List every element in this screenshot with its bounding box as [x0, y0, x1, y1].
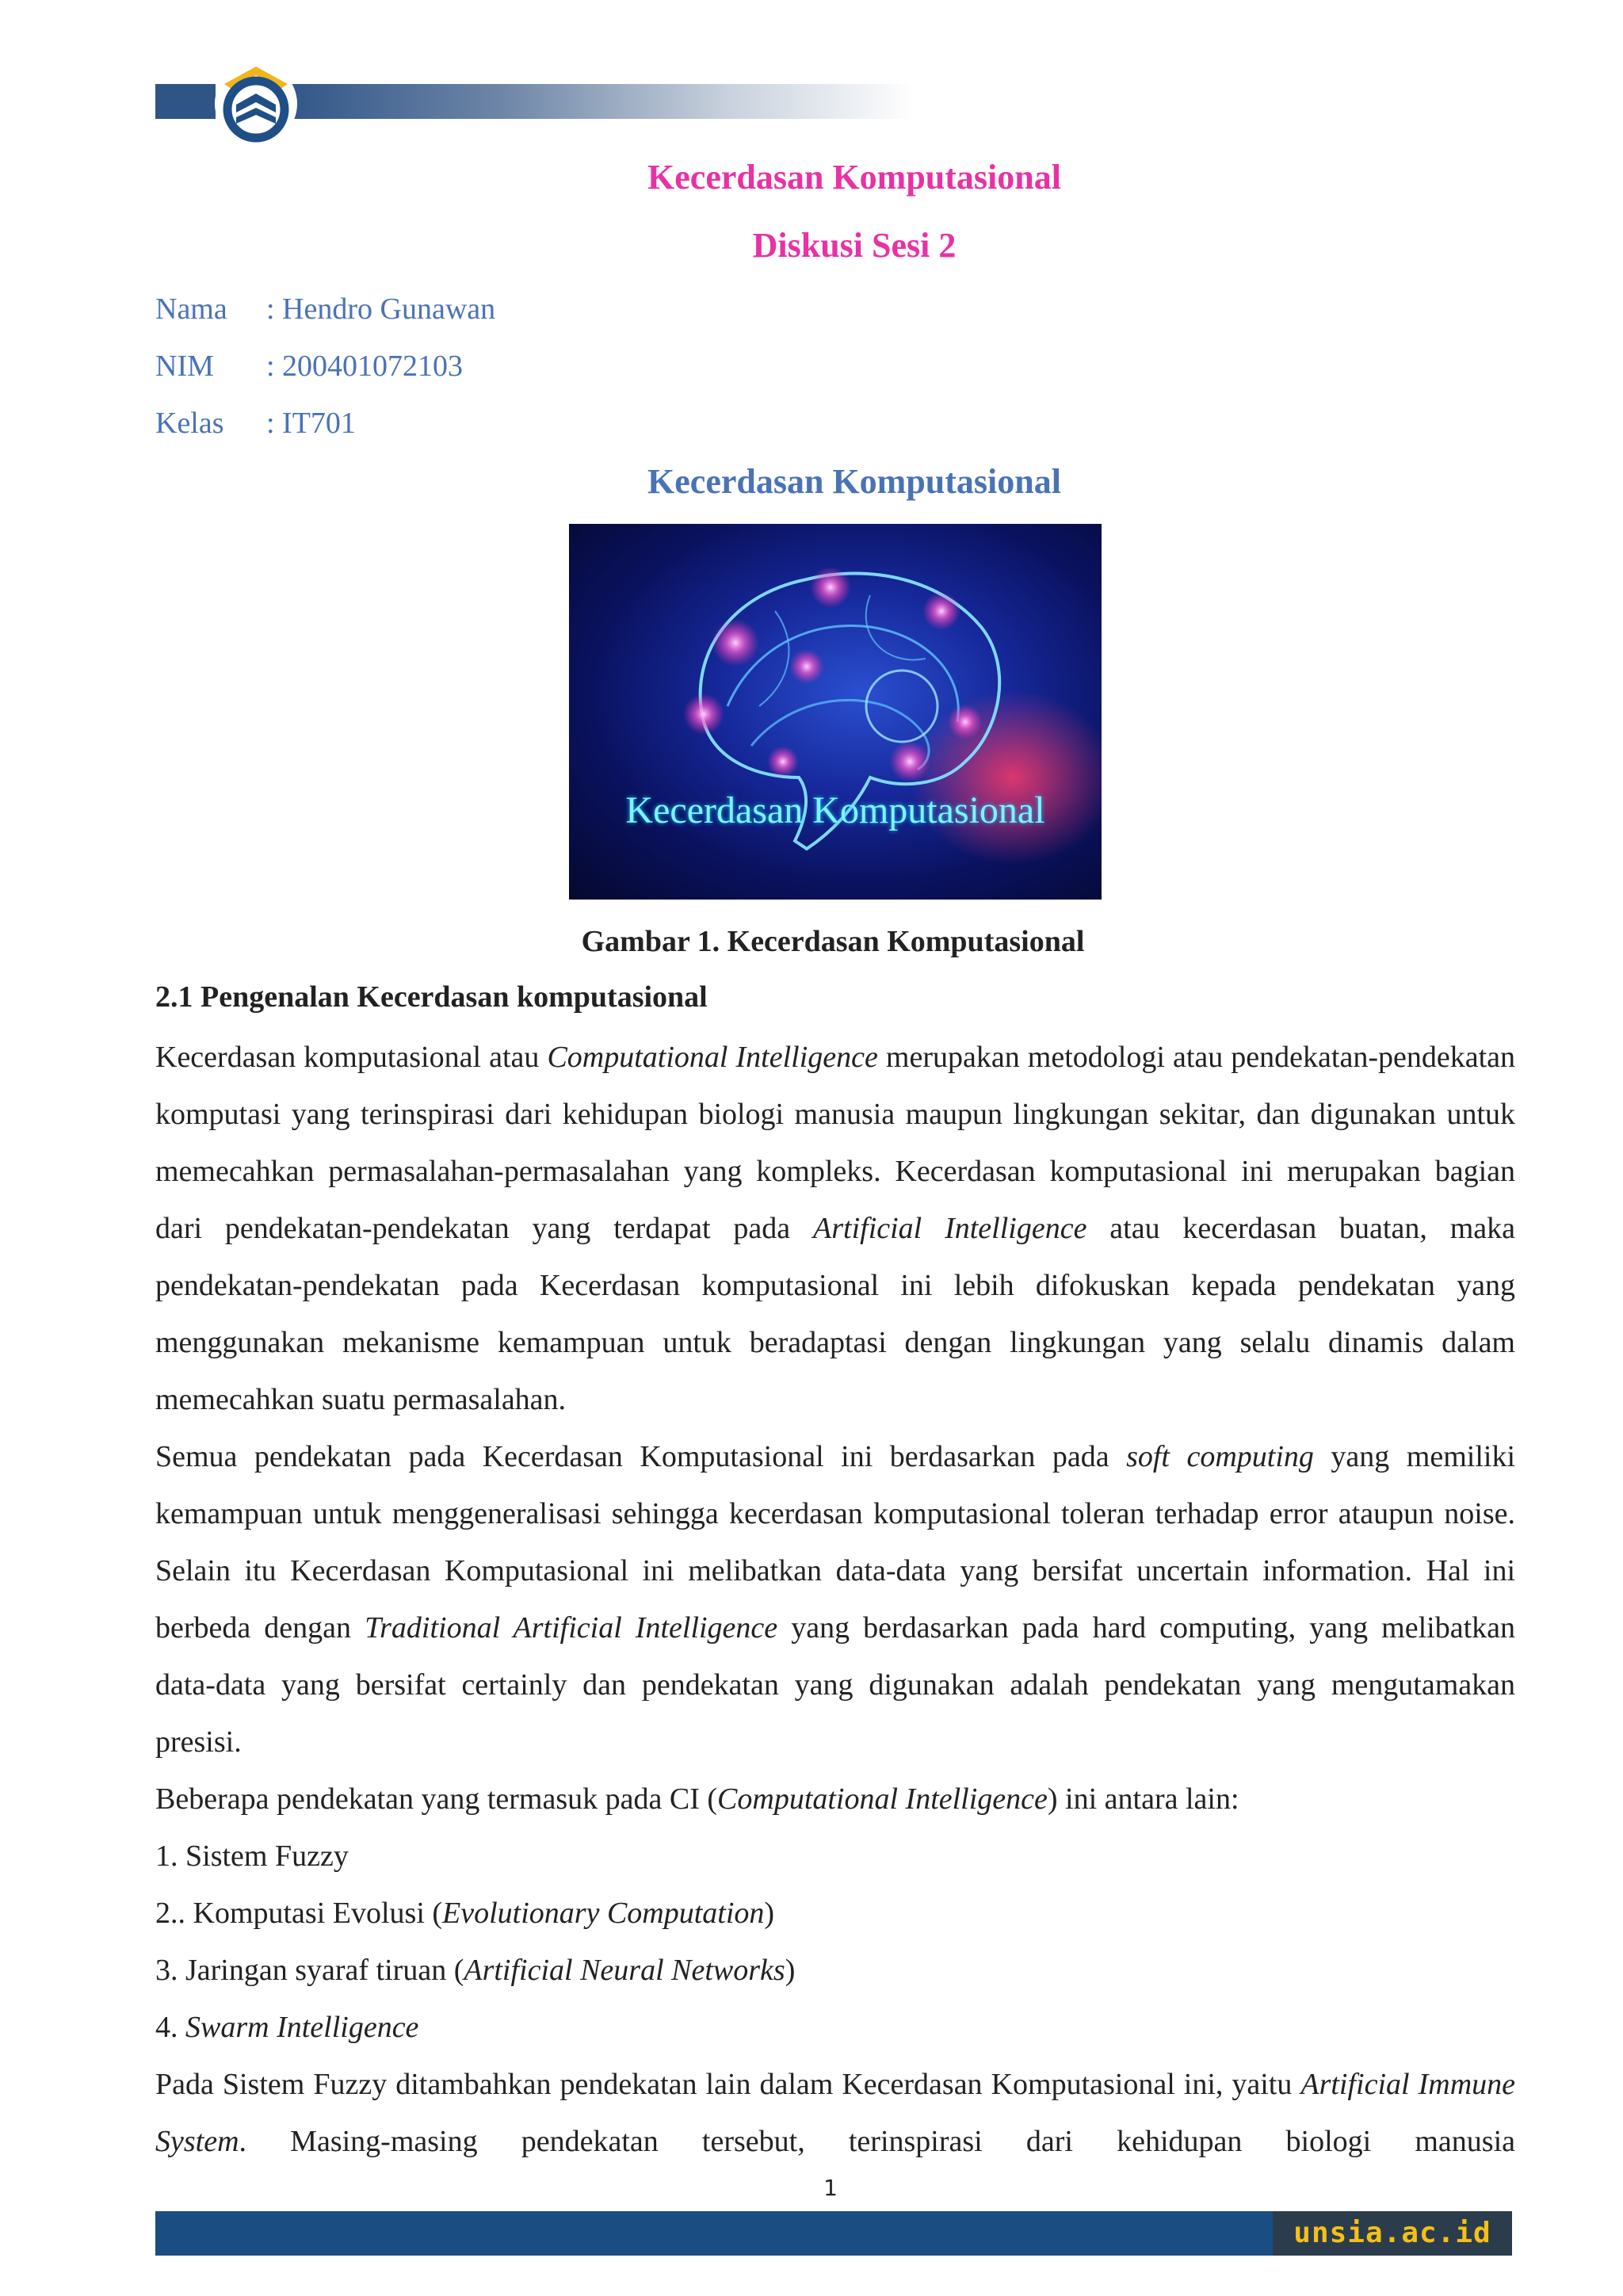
nim-value: : 200401072103 — [266, 350, 464, 383]
p2-term-traditional-ai: Traditional Artificial Intelligence — [365, 1611, 778, 1645]
figure-overlay-text: Kecerdasan Komputasional — [625, 789, 1045, 831]
document-subtitle: Diskusi Sesi 2 — [752, 226, 957, 265]
name-value: : Hendro Gunawan — [266, 292, 496, 326]
student-class-row — [155, 403, 356, 444]
document-title: Kecerdasan Komputasional — [647, 158, 1061, 197]
nim-label: NIM — [155, 350, 214, 383]
paragraph-1 — [155, 1029, 1515, 1428]
page-number: 1 — [823, 2175, 838, 2201]
header-band-gradient — [281, 84, 915, 119]
p3-text-c: ) ini antara lain: — [1047, 1782, 1239, 1816]
p2-text-e: yang berdasarkan pada hard computing, yang melibatkan data-data yang bersifat certainly dan pendekatan yang digunakan adalah pendekatan yang mengutamakan presisi. — [155, 1611, 1515, 1759]
footer-site-badge: unsia.ac.id — [1273, 2211, 1512, 2256]
student-nim-row — [155, 346, 463, 387]
class-label: Kelas — [155, 407, 224, 440]
paragraph-3 — [155, 1771, 1515, 1828]
student-name-row — [155, 288, 495, 330]
class-value: : IT701 — [266, 407, 356, 440]
brain-icon — [569, 524, 1102, 900]
p1-text-e: atau kecerdasan buatan, maka pendekatan-pendekatan pada Kecerdasan komputasional ini lebih difokuskan kepada pendekatan yang menggunakan mekanisme kemampuan untuk beradaptasi dengan lingkungan yang selalu dinamis dalam memecahkan suatu permasalahan. — [155, 1212, 1515, 1416]
section-title: Kecerdasan Komputasional — [647, 462, 1061, 501]
list-item: 1. Sistem Fuzzy — [155, 1839, 349, 1873]
header-band-left — [155, 84, 216, 119]
p4-text-a: Pada Sistem Fuzzy ditambahkan pendekatan lain dalam Kecerdasan Komputasional ini, yaitu — [155, 2068, 1301, 2101]
brain-illustration — [569, 524, 1102, 900]
p1-term-ci: Computational Intelligence — [547, 1041, 878, 1074]
section-heading: 2.1 Pengenalan Kecerdasan komputasional — [155, 980, 708, 1014]
approach-list — [155, 1828, 1515, 2056]
p1-text-c: merupakan metodologi atau pendekatan-pendekatan komputasi yang terinspirasi dari kehidupan biologi manusia maupun lingkungan sekitar, dan digunakan untuk memecahkan permasalahan-permasalahan yang kompleks. Kecerdasan komputasional ini merupakan bagian dari pendekatan-pendekatan yang terdapat pada — [155, 1041, 1515, 1245]
paragraph-4 — [155, 2056, 1515, 2170]
figure-caption: Gambar 1. Kecerdasan Komputasional — [581, 925, 1085, 958]
list-item: 3. Jaringan syaraf tiruan (Artificial Neural Networks) — [155, 1954, 796, 1987]
p1-term-ai: Artificial Intelligence — [813, 1212, 1087, 1245]
list-item: 4. Swarm Intelligence — [155, 2011, 419, 2044]
paragraph-2 — [155, 1428, 1515, 1771]
p2-text-c: yang memiliki kemampuan untuk menggeneralisasi sehingga kecerdasan komputasional toleran terhadap error ataupun noise. Selain itu Kecerdasan Komputasional ini melibatkan data-data yang bersifat uncertain information. Hal ini berbeda dengan — [155, 1440, 1516, 1645]
p4-text-c: . Masing-masing pendekatan tersebut, terinspirasi dari kehidupan biologi manusia — [239, 2125, 1515, 2158]
p2-text-a: Semua pendekatan pada Kecerdasan Komputasional ini berdasarkan pada — [155, 1440, 1127, 1473]
list-item: 2.. Komputasi Evolusi (Evolutionary Computation) — [155, 1897, 775, 1930]
p2-term-soft-computing: soft computing — [1126, 1440, 1314, 1473]
p3-text-a: Beberapa pendekatan yang termasuk pada CI ( — [155, 1782, 718, 1816]
p3-term-ci: Computational Intelligence — [717, 1782, 1048, 1816]
p4-term-ais: Artificial Immune System — [155, 2068, 1515, 2158]
p1-text-a: Kecerdasan komputasional atau — [155, 1041, 548, 1074]
name-label: Nama — [155, 292, 227, 326]
unsia-logo-icon — [212, 60, 300, 147]
